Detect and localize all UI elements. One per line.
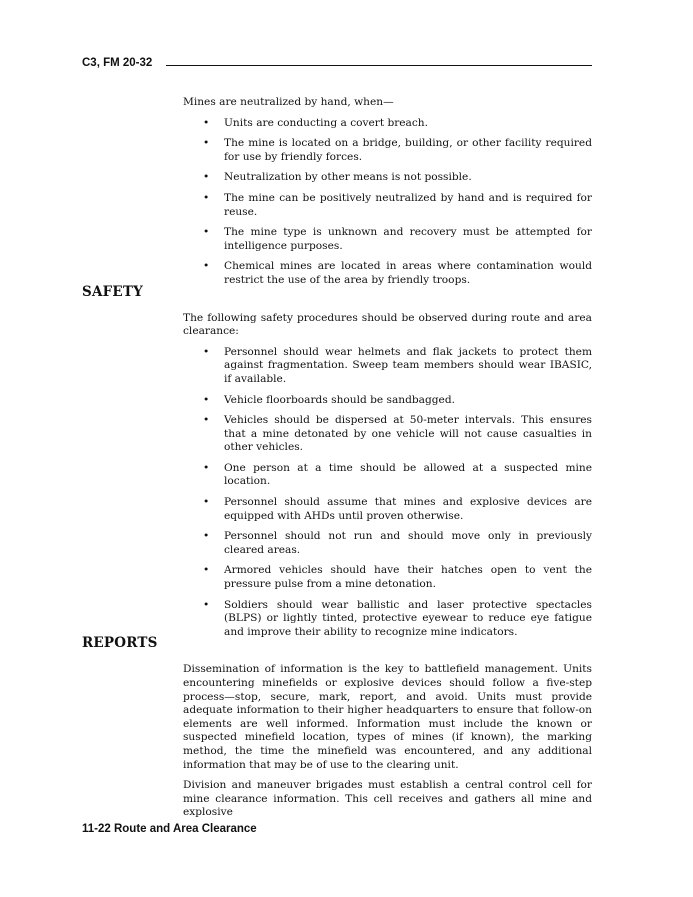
running-footer: 11-22 Route and Area Clearance [82,823,257,835]
bullet-icon: • [203,260,210,273]
list-item-text: Vehicles should be dispersed at 50-meter intervals. This ensures that a mine detonated by one vehicle will not cause casualties in other vehicles. [224,414,592,454]
list-item [183,137,592,164]
reports-section [82,635,592,820]
list-item-text: Vehicle floorboards should be sandbagged. [224,393,455,406]
list-item [183,192,592,219]
list-item [183,226,592,253]
list-item-text: The mine can be positively neutralized by hand and is required for reuse. [224,191,592,218]
list-item-text: Neutralization by other means is not possible. [224,171,472,184]
running-header [82,57,592,75]
intro-section [183,96,592,288]
reports-paragraph: Division and maneuver brigades must establish a central control cell for mine clearance information. This cell receives and gathers all mine and explosive [183,779,592,819]
list-item [183,117,592,131]
list-item-text: Personnel should assume that mines and explosive devices are equipped with AHDs until proven otherwise. [224,496,592,522]
bullet-icon: • [203,530,210,543]
list-item-text: Chemical mines are located in areas where contamination would restrict the use of the area by friendly troops. [224,260,592,286]
header-label: C3, FM 20-32 [82,57,153,69]
section-heading-reports: REPORTS [82,635,158,652]
header-rule [166,65,592,66]
list-item-text: The mine is located on a bridge, building, or other facility required for use by friendly forces. [224,137,592,163]
bullet-icon: • [203,345,210,358]
list-item [183,260,592,287]
bullet-icon: • [203,116,210,129]
bullet-icon: • [203,137,210,150]
list-item [183,462,592,489]
list-item-text: The mine type is unknown and recovery must be attempted for intelligence purposes. [224,226,592,252]
list-item [183,599,592,640]
list-item-text: Units are conducting a covert breach. [224,116,428,129]
bullet-icon: • [203,461,210,474]
bullet-icon: • [203,564,210,577]
list-item [183,496,592,523]
bullet-icon: • [203,414,210,427]
list-item-text: Soldiers should wear ballistic and laser protective spectacles (BLPS) or lightly tinted, protective eyewear to reduce eye fatigue and improve their ability to recognize mine indicators. [224,598,592,638]
reports-paragraph: Dissemination of information is the key to battlefield management. Units encountering minefields or explosive devices should follow a five-step process—stop, secure, mark, report, and avoid. Units must provide adequate information to their higher headquarters to ensure that follow-on elements are well informed. Information must include the known or suspected minefield location, types of mines (if known), the marking method, the time the minefield was encountered, and any additional information that may be of use to the clearing unit. [183,663,592,771]
bullet-icon: • [203,496,210,509]
page-body [82,96,592,827]
bullet-icon: • [203,598,210,611]
list-item-text: Armored vehicles should have their hatches open to vent the pressure pulse from a mine detonation. [224,564,592,591]
list-item [183,414,592,455]
list-item-text: Personnel should not run and should move only in previously cleared areas. [224,530,592,556]
intro-lead: Mines are neutralized by hand, when— [183,96,394,108]
bullet-icon: • [203,393,210,406]
bullet-icon: • [203,171,210,184]
list-item [183,171,592,185]
intro-bullet-list [183,117,592,288]
safety-section [82,283,592,640]
list-item [183,530,592,557]
list-item-text: Personnel should wear helmets and flak jackets to protect them against fragmentation. Sweep team members should wear IBASIC, if available. [224,345,592,385]
section-heading-safety: SAFETY [82,283,143,300]
list-item [183,394,592,408]
list-item [183,564,592,591]
bullet-icon: • [203,191,210,204]
list-item [183,346,592,387]
list-item-text: One person at a time should be allowed at a suspected mine location. [224,461,592,488]
safety-bullet-list [183,346,592,640]
bullet-icon: • [203,226,210,239]
safety-lead: The following safety procedures should be observed during route and area clearance: [183,311,592,338]
